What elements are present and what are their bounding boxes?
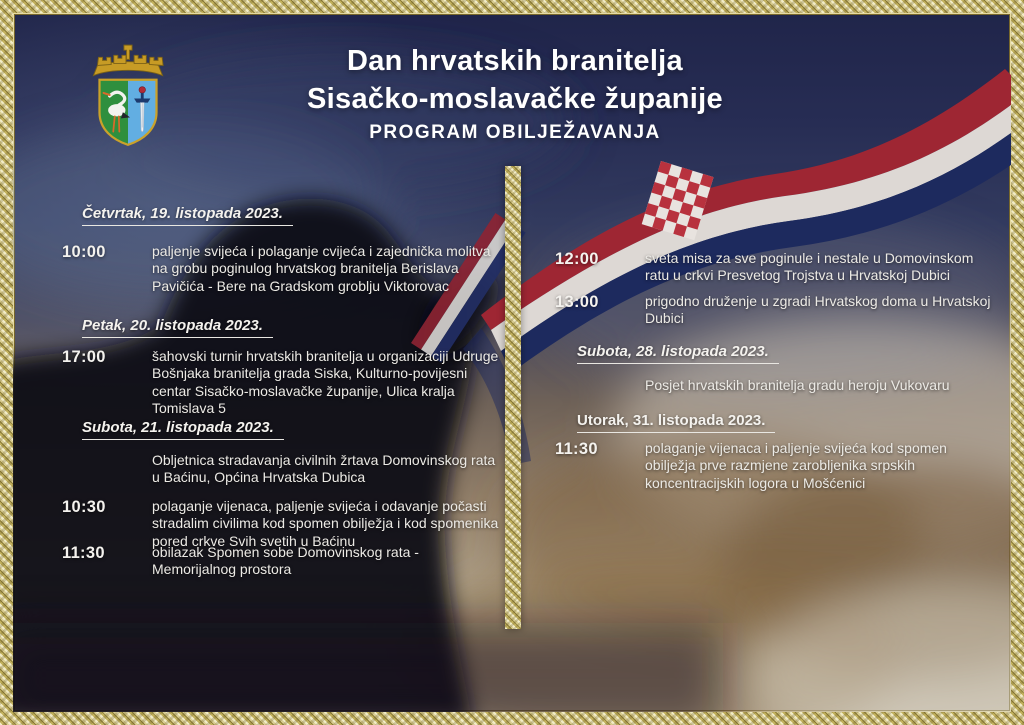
date-heading-oct31: Utorak, 31. listopada 2023.: [577, 412, 775, 433]
event-description: polaganje vijenaca, paljenje svijeća i odavanje počasti stradalim civilima kod spomen obilježja i kod spomenika pored crkve Svih svetih u Baćinu: [152, 498, 499, 549]
title-line-2: Sisačko-moslavačke županije: [307, 82, 723, 115]
event-description: sveta misa za sve poginule i nestale u Domovinskom ratu u crkvi Presvetog Trojstva u Hrvatskoj Dubici: [645, 250, 974, 284]
event-time: 10:00: [62, 243, 106, 261]
county-coat-of-arms: [85, 39, 171, 153]
event-row: [555, 293, 997, 328]
date-heading-oct28: Subota, 28. listopada 2023.: [577, 343, 779, 364]
event-row: [555, 250, 997, 285]
event-time: 13:00: [555, 293, 599, 311]
event-description: polaganje vijenaca i paljenje svijeća kod spomen obilježja prve razmjene zarobljenika srpskih koncentracijskih logora u Mošćenici: [645, 440, 947, 491]
title-line-1: Dan hrvatskih branitelja: [347, 45, 683, 77]
column-divider: [505, 166, 521, 629]
mural-crown: [93, 45, 163, 76]
event-time: 17:00: [62, 348, 106, 366]
event-row: [62, 544, 504, 579]
event-description: obilazak Spomen sobe Domovinskog rata - Memorijalnog prostora: [152, 544, 419, 578]
event-time: 10:30: [62, 498, 106, 516]
event-row: [62, 243, 504, 295]
poster-canvas: [13, 13, 1011, 712]
event-description: paljenje svijeća i polaganje cvijeća i zajednička molitva na grobu poginulog hrvatskog branitelja Berislava Pavičića - Bere na Gradskom groblju Viktorovac: [152, 243, 491, 294]
event-description: prigodno druženje u zgradi Hrvatskog doma u Hrvatskoj Dubici: [645, 293, 991, 327]
event-time: 11:30: [62, 544, 105, 562]
date-heading-oct20: Petak, 20. listopada 2023.: [82, 317, 273, 338]
event-description: šahovski turnir hrvatskih branitelja u organizaciji Udruge Bošnjaka branitelja grada Siska, Kulturno-povijesni centar Sisačko-moslavačke županije, Ulica kralja Tomislava 5: [152, 348, 499, 417]
event-description: Posjet hrvatskih branitelja gradu heroju Vukovaru: [645, 377, 950, 393]
event-row: [555, 440, 997, 492]
event-row: [62, 348, 504, 417]
event-description: Obljetnica stradavanja civilnih žrtava Domovinskog rata u Baćinu, Općina Hrvatska Dubica: [152, 452, 496, 486]
program-subtitle: PROGRAM OBILJEŽAVANJA: [369, 122, 661, 144]
poster-header: [245, 43, 785, 144]
date-heading-oct19: Četvrtak, 19. listopada 2023.: [82, 205, 293, 226]
event-time: 12:00: [555, 250, 599, 268]
event-time: 11:30: [555, 440, 598, 458]
event-row: [62, 498, 504, 550]
date-heading-oct21: Subota, 21. listopada 2023.: [82, 419, 284, 440]
